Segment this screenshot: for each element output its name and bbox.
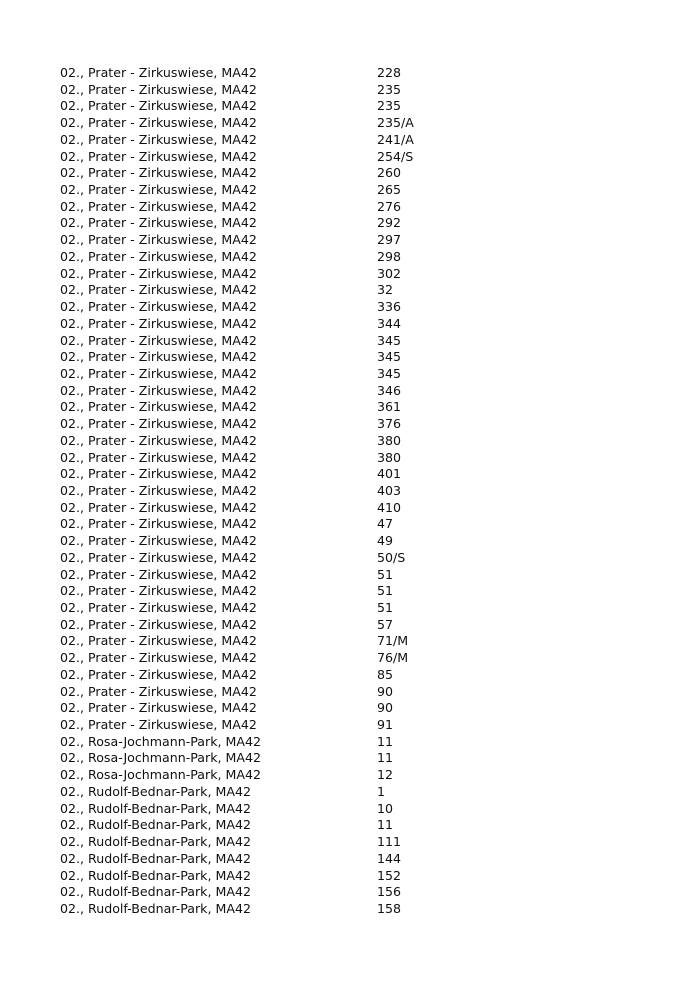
list-item bbox=[60, 801, 660, 818]
location-text: 02., Rosa-Jochmann-Park, MA42 bbox=[60, 750, 261, 766]
tree-number: 11 bbox=[377, 750, 394, 766]
location-text: 02., Prater - Zirkuswiese, MA42 bbox=[60, 482, 257, 498]
location-text: 02., Rudolf-Bednar-Park, MA42 bbox=[60, 867, 251, 883]
list-item bbox=[60, 333, 660, 350]
tree-number: 228 bbox=[377, 65, 402, 80]
tree-number: 71/M bbox=[377, 633, 409, 649]
list-item bbox=[60, 567, 660, 584]
location-text: 02., Prater - Zirkuswiese, MA42 bbox=[60, 633, 257, 649]
list-item bbox=[60, 149, 660, 166]
list-item bbox=[60, 784, 660, 801]
list-item bbox=[60, 433, 660, 450]
tree-number: 90 bbox=[377, 683, 394, 699]
location-text: 02., Prater - Zirkuswiese, MA42 bbox=[60, 165, 257, 181]
location-text: 02., Prater - Zirkuswiese, MA42 bbox=[60, 399, 257, 415]
list-item bbox=[60, 82, 660, 99]
list-item bbox=[60, 550, 660, 567]
location-text: 02., Prater - Zirkuswiese, MA42 bbox=[60, 717, 257, 733]
location-text: 02., Prater - Zirkuswiese, MA42 bbox=[60, 198, 257, 214]
tree-number: 152 bbox=[377, 867, 402, 883]
list-item bbox=[60, 700, 660, 717]
location-text: 02., Rudolf-Bednar-Park, MA42 bbox=[60, 900, 251, 916]
location-text: 02., Prater - Zirkuswiese, MA42 bbox=[60, 666, 257, 682]
location-text: 02., Prater - Zirkuswiese, MA42 bbox=[60, 683, 257, 699]
list-item bbox=[60, 483, 660, 500]
tree-number: 50/S bbox=[377, 549, 406, 565]
list-item bbox=[60, 650, 660, 667]
location-text: 02., Prater - Zirkuswiese, MA42 bbox=[60, 533, 257, 549]
list-item bbox=[60, 282, 660, 299]
location-text: 02., Prater - Zirkuswiese, MA42 bbox=[60, 616, 257, 632]
list-item bbox=[60, 399, 660, 416]
tree-number: 12 bbox=[377, 767, 394, 783]
location-text: 02., Rosa-Jochmann-Park, MA42 bbox=[60, 767, 261, 783]
list-item bbox=[60, 500, 660, 517]
tree-number: 85 bbox=[377, 666, 394, 682]
list-item bbox=[60, 98, 660, 115]
tree-number: 76/M bbox=[377, 650, 409, 666]
location-text: 02., Rudolf-Bednar-Park, MA42 bbox=[60, 834, 251, 850]
list-item bbox=[60, 851, 660, 868]
tree-number: 254/S bbox=[377, 148, 414, 164]
location-text: 02., Prater - Zirkuswiese, MA42 bbox=[60, 232, 257, 248]
tree-number: 51 bbox=[377, 600, 394, 615]
tree-number: 111 bbox=[377, 834, 402, 850]
location-text: 02., Prater - Zirkuswiese, MA42 bbox=[60, 332, 257, 348]
tree-number: 158 bbox=[377, 900, 402, 916]
tree-number: 345 bbox=[377, 332, 402, 348]
list-item bbox=[60, 750, 660, 767]
list-item bbox=[60, 182, 660, 199]
list-item bbox=[60, 232, 660, 249]
list-item bbox=[60, 416, 660, 433]
tree-number: 376 bbox=[377, 416, 402, 432]
tree-number: 380 bbox=[377, 449, 402, 465]
tree-number: 260 bbox=[377, 165, 402, 181]
tree-number: 292 bbox=[377, 215, 402, 231]
list-item bbox=[60, 617, 660, 634]
list-item bbox=[60, 633, 660, 650]
list-item bbox=[60, 667, 660, 684]
list-item bbox=[60, 767, 660, 784]
location-text: 02., Prater - Zirkuswiese, MA42 bbox=[60, 382, 257, 398]
tree-number: 265 bbox=[377, 182, 402, 198]
list-item bbox=[60, 884, 660, 901]
location-text: 02., Prater - Zirkuswiese, MA42 bbox=[60, 600, 257, 615]
location-text: 02., Prater - Zirkuswiese, MA42 bbox=[60, 81, 257, 97]
location-text: 02., Prater - Zirkuswiese, MA42 bbox=[60, 182, 257, 198]
tree-number: 11 bbox=[377, 733, 394, 749]
list-item bbox=[60, 266, 660, 283]
location-text: 02., Prater - Zirkuswiese, MA42 bbox=[60, 248, 257, 264]
location-text: 02., Prater - Zirkuswiese, MA42 bbox=[60, 98, 257, 114]
list-item bbox=[60, 215, 660, 232]
location-text: 02., Prater - Zirkuswiese, MA42 bbox=[60, 650, 257, 666]
list-item bbox=[60, 516, 660, 533]
location-text: 02., Rudolf-Bednar-Park, MA42 bbox=[60, 850, 251, 866]
tree-number: 344 bbox=[377, 315, 402, 331]
location-text: 02., Prater - Zirkuswiese, MA42 bbox=[60, 265, 257, 281]
location-text: 02., Prater - Zirkuswiese, MA42 bbox=[60, 315, 257, 331]
tree-number: 32 bbox=[377, 282, 394, 298]
tree-number: 403 bbox=[377, 482, 402, 498]
tree-number: 90 bbox=[377, 700, 394, 716]
location-text: 02., Prater - Zirkuswiese, MA42 bbox=[60, 65, 257, 80]
list-item bbox=[60, 834, 660, 851]
location-text: 02., Prater - Zirkuswiese, MA42 bbox=[60, 566, 257, 582]
tree-number: 144 bbox=[377, 850, 402, 866]
list-item bbox=[60, 316, 660, 333]
tree-number: 401 bbox=[377, 466, 402, 482]
location-text: 02., Prater - Zirkuswiese, MA42 bbox=[60, 148, 257, 164]
list-item bbox=[60, 132, 660, 149]
list-item bbox=[60, 600, 660, 617]
location-text: 02., Prater - Zirkuswiese, MA42 bbox=[60, 115, 257, 131]
tree-number: 346 bbox=[377, 382, 402, 398]
tree-number: 298 bbox=[377, 248, 402, 264]
list-item bbox=[60, 115, 660, 132]
tree-number: 345 bbox=[377, 365, 402, 381]
tree-number: 57 bbox=[377, 616, 394, 632]
list-item bbox=[60, 249, 660, 266]
tree-number: 345 bbox=[377, 349, 402, 365]
location-text: 02., Prater - Zirkuswiese, MA42 bbox=[60, 299, 257, 315]
location-text: 02., Prater - Zirkuswiese, MA42 bbox=[60, 215, 257, 231]
location-text: 02., Prater - Zirkuswiese, MA42 bbox=[60, 349, 257, 365]
tree-number: 361 bbox=[377, 399, 402, 415]
tree-number: 47 bbox=[377, 516, 394, 532]
tree-number: 302 bbox=[377, 265, 402, 281]
list-item bbox=[60, 583, 660, 600]
location-text: 02., Rudolf-Bednar-Park, MA42 bbox=[60, 783, 251, 799]
location-text: 02., Prater - Zirkuswiese, MA42 bbox=[60, 700, 257, 716]
list-item bbox=[60, 868, 660, 885]
list-item bbox=[60, 165, 660, 182]
tree-number: 235 bbox=[377, 81, 402, 97]
tree-list bbox=[60, 65, 660, 918]
location-text: 02., Prater - Zirkuswiese, MA42 bbox=[60, 432, 257, 448]
tree-number: 410 bbox=[377, 499, 402, 515]
list-item bbox=[60, 717, 660, 734]
list-item bbox=[60, 817, 660, 834]
list-item bbox=[60, 349, 660, 366]
tree-number: 91 bbox=[377, 717, 394, 733]
location-text: 02., Rudolf-Bednar-Park, MA42 bbox=[60, 800, 251, 816]
tree-number: 276 bbox=[377, 198, 402, 214]
location-text: 02., Prater - Zirkuswiese, MA42 bbox=[60, 365, 257, 381]
list-item bbox=[60, 734, 660, 751]
location-text: 02., Prater - Zirkuswiese, MA42 bbox=[60, 282, 257, 298]
location-text: 02., Rudolf-Bednar-Park, MA42 bbox=[60, 817, 251, 833]
list-item bbox=[60, 299, 660, 316]
tree-number: 336 bbox=[377, 299, 402, 315]
location-text: 02., Prater - Zirkuswiese, MA42 bbox=[60, 416, 257, 432]
tree-number: 49 bbox=[377, 533, 394, 549]
list-item bbox=[60, 366, 660, 383]
tree-number: 297 bbox=[377, 232, 402, 248]
list-item bbox=[60, 450, 660, 467]
location-text: 02., Prater - Zirkuswiese, MA42 bbox=[60, 549, 257, 565]
list-item bbox=[60, 901, 660, 918]
location-text: 02., Rosa-Jochmann-Park, MA42 bbox=[60, 733, 261, 749]
list-item bbox=[60, 466, 660, 483]
tree-number: 235/A bbox=[377, 115, 414, 131]
tree-number: 235 bbox=[377, 98, 402, 114]
tree-number: 51 bbox=[377, 566, 394, 582]
location-text: 02., Prater - Zirkuswiese, MA42 bbox=[60, 466, 257, 482]
location-text: 02., Rudolf-Bednar-Park, MA42 bbox=[60, 884, 251, 900]
tree-number: 1 bbox=[377, 783, 386, 799]
list-item bbox=[60, 383, 660, 400]
tree-number: 51 bbox=[377, 583, 394, 599]
list-item bbox=[60, 65, 660, 82]
list-item bbox=[60, 199, 660, 216]
location-text: 02., Prater - Zirkuswiese, MA42 bbox=[60, 583, 257, 599]
location-text: 02., Prater - Zirkuswiese, MA42 bbox=[60, 449, 257, 465]
tree-number: 156 bbox=[377, 884, 402, 900]
tree-number: 241/A bbox=[377, 131, 414, 147]
location-text: 02., Prater - Zirkuswiese, MA42 bbox=[60, 499, 257, 515]
list-item bbox=[60, 684, 660, 701]
location-text: 02., Prater - Zirkuswiese, MA42 bbox=[60, 516, 257, 532]
tree-number: 10 bbox=[377, 800, 394, 816]
location-text: 02., Prater - Zirkuswiese, MA42 bbox=[60, 131, 257, 147]
tree-number: 380 bbox=[377, 432, 402, 448]
list-item bbox=[60, 533, 660, 550]
tree-number: 11 bbox=[377, 817, 394, 833]
